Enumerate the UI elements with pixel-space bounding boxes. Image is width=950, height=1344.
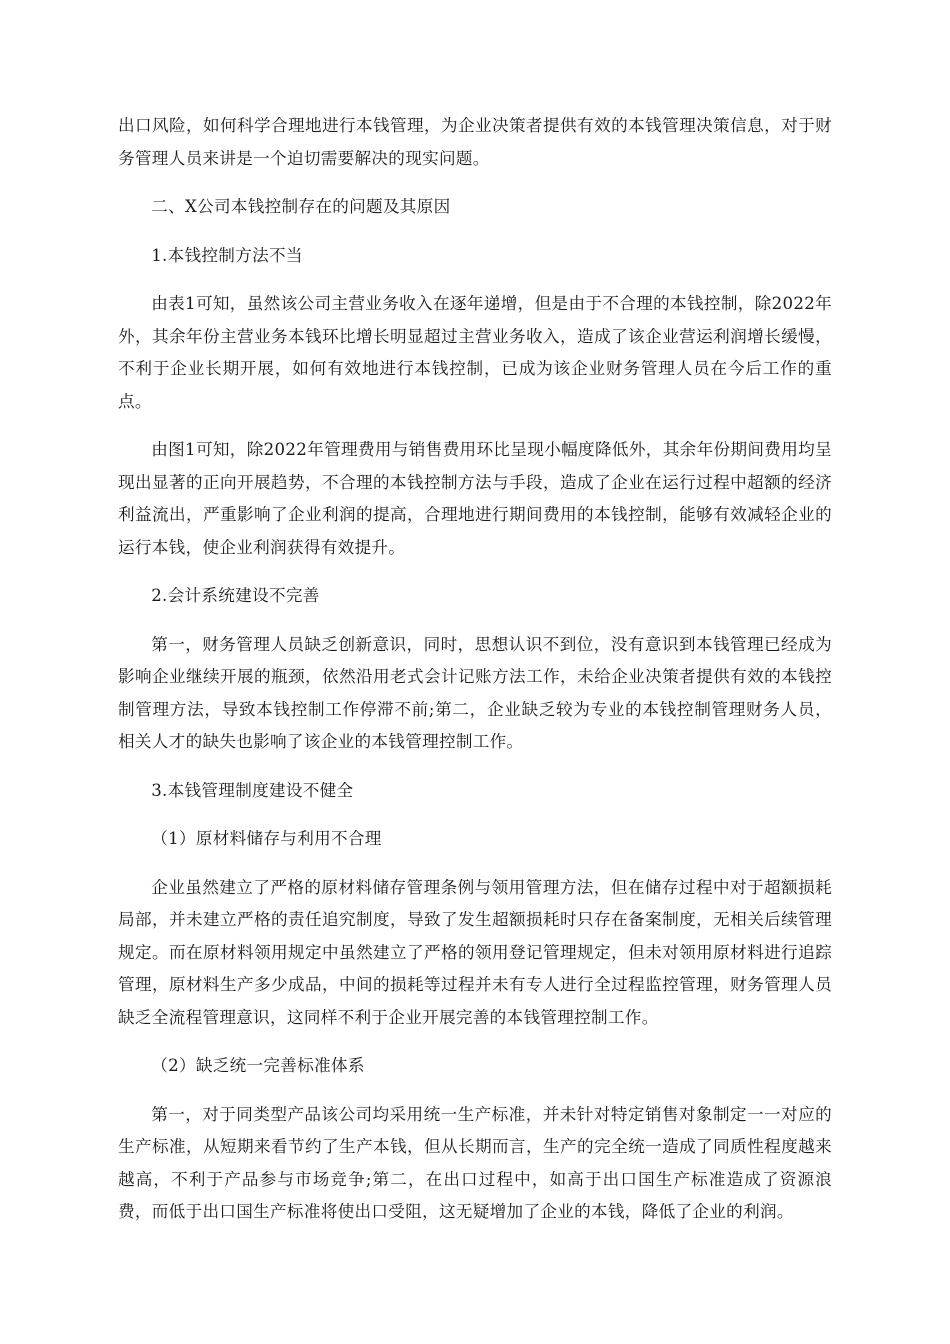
- paragraph-cost-control-table: 由表1可知，虽然该公司主营业务收入在逐年递增，但是由于不合理的本钱控制，除2022年外，其余年份主营业务本钱环比增长明显超过主营业务收入，造成了该企业营运利润增长缓慢，不利于企业长期开展，如何有效地进行本钱控制，已成为该企业财务管理人员在今后工作的重点。: [118, 294, 832, 411]
- document-body: [118, 110, 832, 1229]
- paragraph-period-expenses: 由图1可知，除2022年管理费用与销售费用环比呈现小幅度降低外，其余年份期间费用均呈现出显著的正向开展趋势，不合理的本钱控制方法与手段，造成了企业在运行过程中超额的经济利益流出，严重影响了企业利润的提高，合理地进行期间费用的本钱控制，能够有效减轻企业的运行本钱，使企业利润获得有效提升。: [118, 440, 832, 557]
- paragraph-standards: 第一，对于同类型产品该公司均采用统一生产标准，并未针对特定销售对象制定一一对应的生产标准，从短期来看节约了生产本钱，但从长期而言，生产的完全统一造成了同质性程度越来越高，不利于产品参与市场竞争;第二，在出口过程中，如高于出口国生产标准造成了资源浪费，而低于出口国生产标准将使出口受阻，这无疑增加了企业的本钱，降低了企业的利润。: [118, 1104, 832, 1221]
- paragraph-accounting-system: 第一，财务管理人员缺乏创新意识，同时，思想认识不到位，没有意识到本钱管理已经成为影响企业继续开展的瓶颈，依然沿用老式会计记账方法工作，未给企业决策者提供有效的本钱控制管理方法，导致本钱控制工作停滞不前;第二，企业缺乏较为专业的本钱控制管理财务人员，相关人才的缺失也影响了该企业的本钱管理控制工作。: [118, 634, 832, 751]
- subheading-3: 3.本钱管理制度建设不健全: [151, 780, 354, 800]
- subheading-2: 2.会计系统建设不完善: [151, 586, 320, 605]
- paragraph-continued: 出口风险，如何科学合理地进行本钱管理，为企业决策者提供有效的本钱管理决策信息，对于财务管理人员来讲是一个迫切需要解决的现实问题。: [118, 116, 832, 168]
- section-heading-2: 二、X公司本钱控制存在的问题及其原因: [151, 197, 451, 216]
- subheading-3-1: （1）原材料储存与利用不合理: [151, 829, 382, 848]
- paragraph-raw-materials: 企业虽然建立了严格的原材料储存管理条例与领用管理方法，但在储存过程中对于超额损耗局部，并未建立严格的责任追究制度，导致了发生超额损耗时只存在备案制度，无相关后续管理规定。而在原材料领用规定中虽然建立了严格的领用登记管理规定，但未对领用原材料进行追踪管理，原材料生产多少成品，中间的损耗等过程并未有专人进行全过程监控管理，财务管理人员缺乏全流程管理意识，这同样不利于企业开展完善的本钱管理控制工作。: [118, 877, 832, 1027]
- subheading-1: 1.本钱控制方法不当: [151, 245, 303, 265]
- subheading-3-2: （2）缺乏统一完善标准体系: [151, 1056, 365, 1075]
